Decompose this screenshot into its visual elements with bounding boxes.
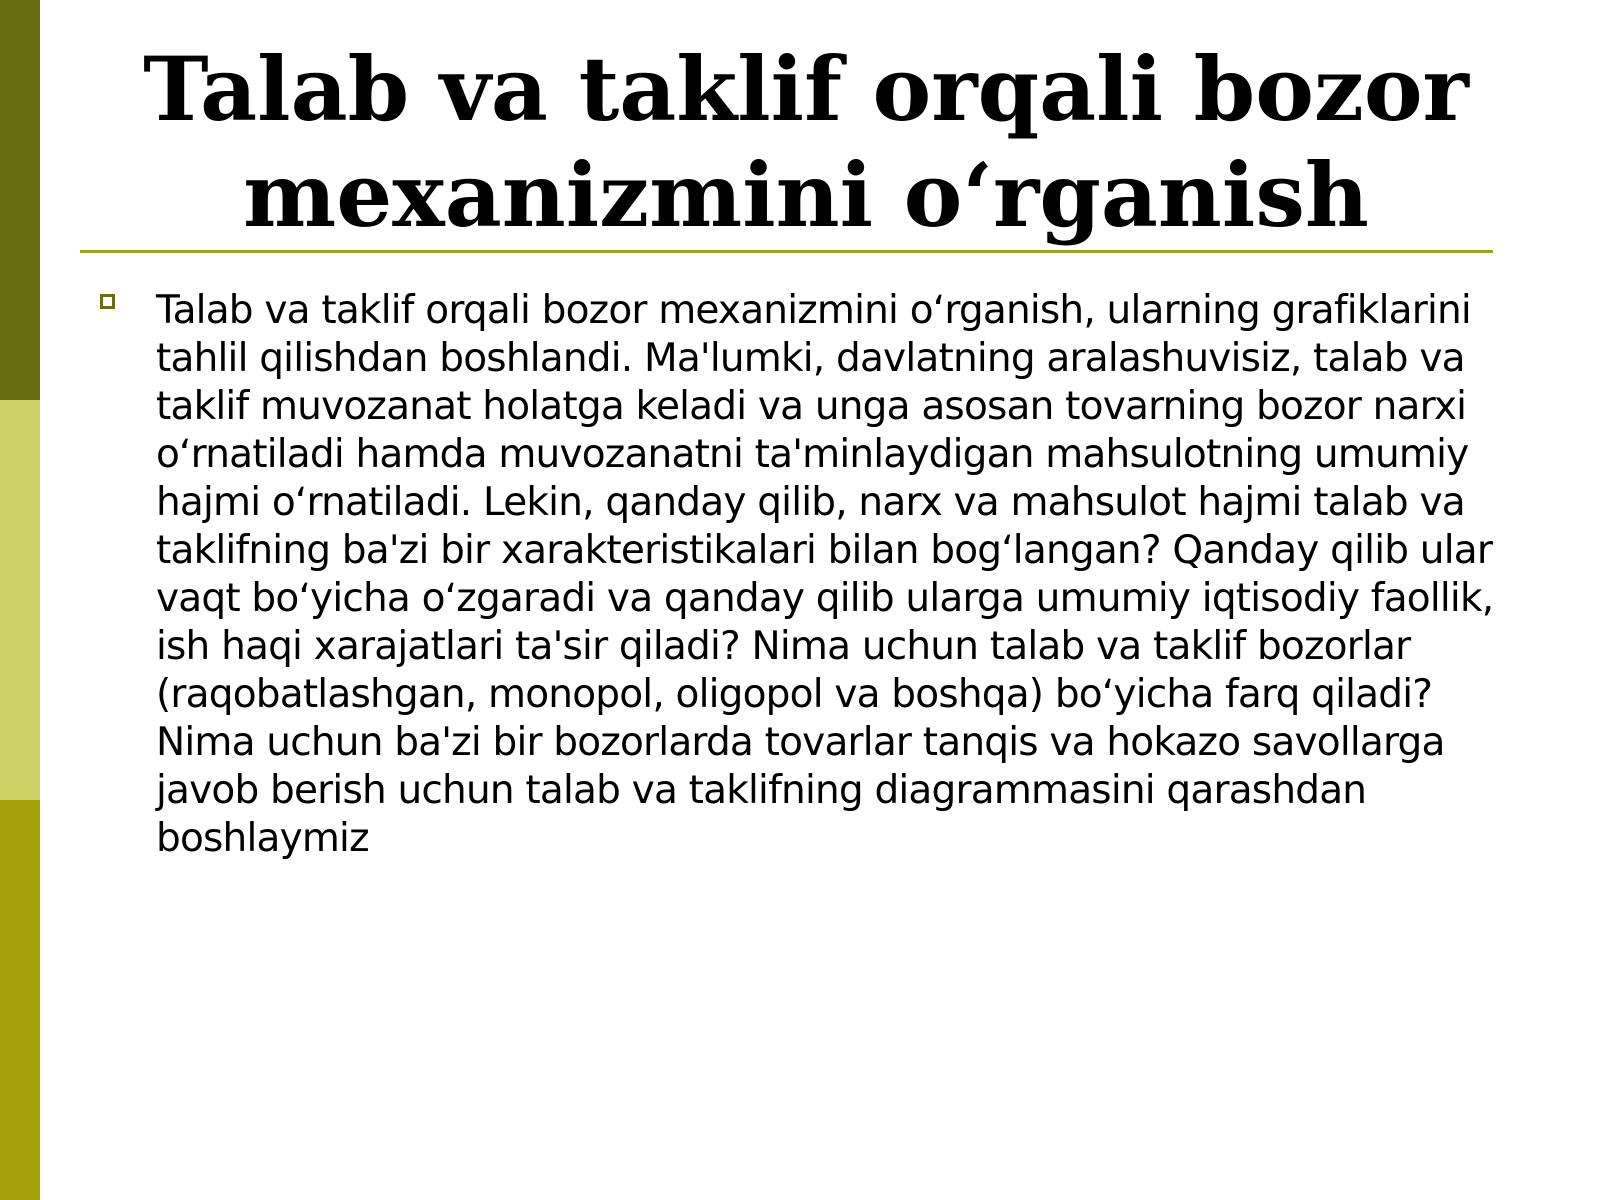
title-divider: [80, 250, 1493, 253]
sidebar-accent-middle: [0, 400, 40, 800]
sidebar-accent-bottom: [0, 800, 40, 1200]
sidebar-accent-top: [0, 0, 40, 400]
bullet-text: Talab va taklif orqali bozor mexanizmini o‘rganish, ularning grafiklarini tahlil qilishdan boshlandi. Ma'lumki, davlatning aralashuvisiz, talab va taklif muvozanat holatga keladi va unga asosan tovarning bozor narxi o‘rnatiladi hamda muvozanatni ta'minlaydigan mahsulotning umumiy hajmi o‘rnatiladi. Lekin, qanday qilib, narx va mahsulot hajmi talab va taklifning ba'zi bir xarakteristikalari bilan bog‘langan? Qanday qilib ular vaqt bo‘yicha o‘zgaradi va qanday qilib ularga umumiy iqtisodiy faollik, ish haqi xarajatlari ta'sir qiladi? Nima uchun talab va taklif bozorlar (raqobatlashgan, monopol, oligopol va boshqa) bo‘yicha farq qiladi? Nima uchun ba'zi bir bozorlarda tovarlar tanqis va hokazo savollarga javob berish uchun talab va taklifning diagrammasini qarashdan boshlaymiz: [156, 288, 1494, 861]
slide-title: Talab va taklif orqali bozor mexanizmini o‘rganish: [143, 37, 1469, 247]
square-bullet-icon: [100, 294, 115, 309]
